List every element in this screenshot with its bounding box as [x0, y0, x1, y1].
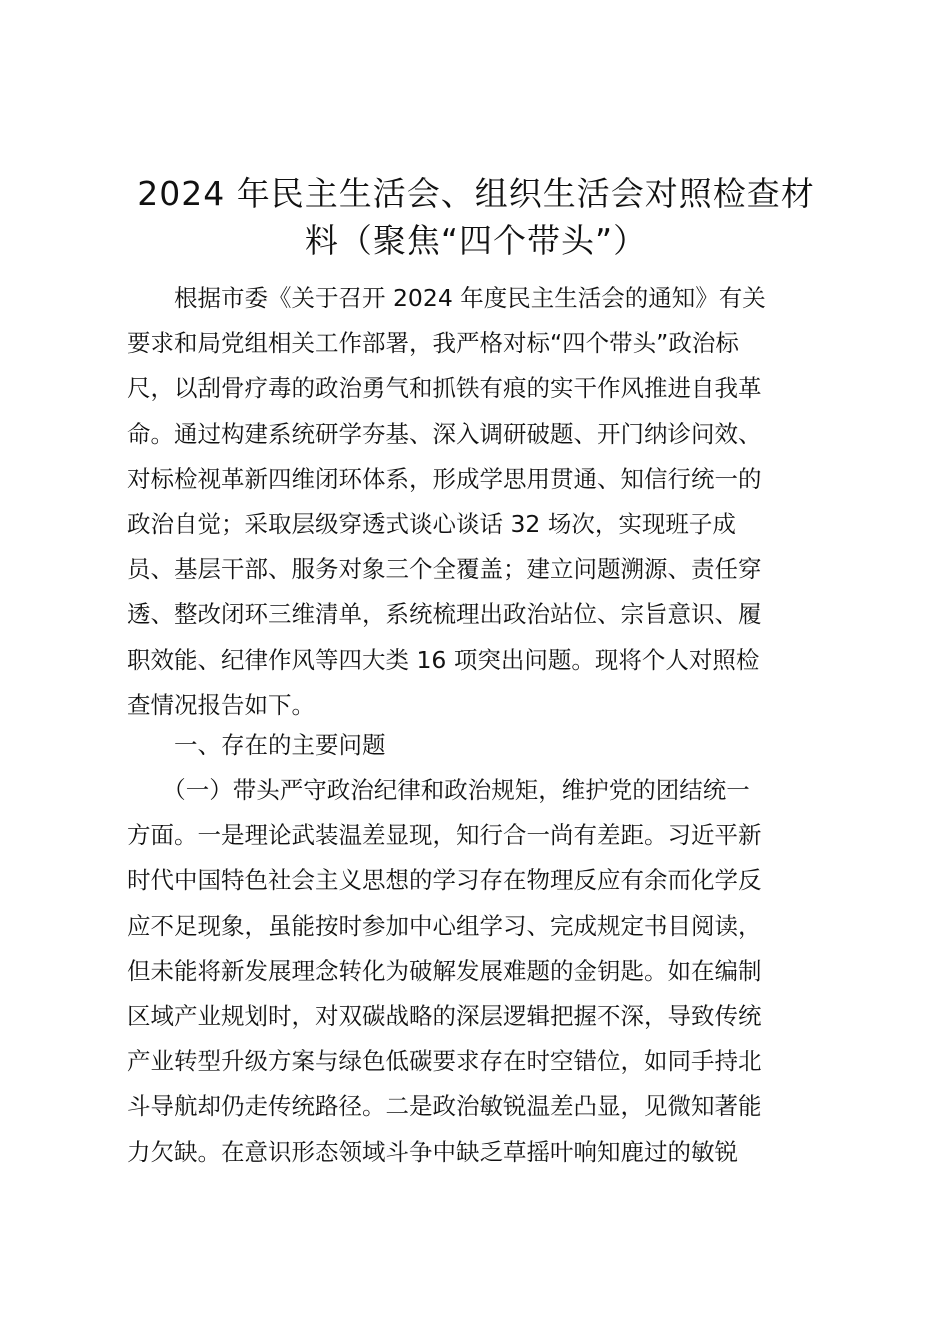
intro-paragraph: [127, 276, 827, 728]
text-line: 尺，以刮骨疗毒的政治勇气和抓铁有痕的实干作风推进自我革: [127, 374, 762, 403]
title-line: 2024 年民主生活会、组织生活会对照检查材: [137, 174, 815, 213]
text-line: 斗导航却仍走传统路径。二是政治敏锐温差凸显，见微知著能: [127, 1092, 762, 1121]
section-heading: [127, 723, 827, 768]
document-title: [120, 170, 832, 264]
text-line: 产业转型升级方案与绿色低碳要求存在时空错位，如同手持北: [127, 1047, 762, 1076]
text-line: 力欠缺。在意识形态领域斗争中缺乏草摇叶响知鹿过的敏锐: [127, 1137, 738, 1166]
title-line: 料（聚焦“四个带头”）: [304, 221, 648, 260]
text-line: 员、基层干部、服务对象三个全覆盖；建立问题溯源、责任穿: [127, 555, 762, 584]
heading-line: 一、存在的主要问题: [127, 731, 386, 759]
text-line: 但未能将新发展理念转化为破解发展难题的金钥匙。如在编制: [127, 956, 762, 985]
text-line: 时代中国特色社会主义思想的学习存在物理反应有余而化学反: [127, 866, 762, 895]
text-line: 命。通过构建系统研学夯基、深入调研破题、开门纳诊问效、: [127, 419, 762, 448]
text-line: 应不足现象，虽能按时参加中心组学习、完成规定书目阅读，: [127, 911, 762, 940]
text-line: 透、整改闭环三维清单，系统梳理出政治站位、宗旨意识、履: [127, 600, 762, 629]
text-line: 区域产业规划时，对双碳战略的深层逻辑把握不深，导致传统: [127, 1001, 762, 1030]
text-line: 方面。一是理论武装温差显现，知行合一尚有差距。习近平新: [127, 821, 762, 850]
text-line: （一）带头严守政治纪律和政治规矩，维护党的团结统一: [127, 776, 750, 804]
text-line: 要求和局党组相关工作部署，我严格对标“四个带头”政治标: [127, 329, 739, 358]
text-line: 政治自觉；采取层级穿透式谈心谈话 32 场次，实现班子成: [127, 509, 736, 538]
text-line: 对标检视革新四维闭环体系，形成学思用贯通、知信行统一的: [127, 464, 762, 493]
text-line: 根据市委《关于召开 2024 年度民主生活会的通知》有关: [127, 284, 766, 312]
text-line: 查情况报告如下。: [127, 690, 315, 719]
text-line: 职效能、纪律作风等四大类 16 项突出问题。现将个人对照检: [127, 645, 760, 674]
section-paragraph: [127, 768, 827, 1175]
